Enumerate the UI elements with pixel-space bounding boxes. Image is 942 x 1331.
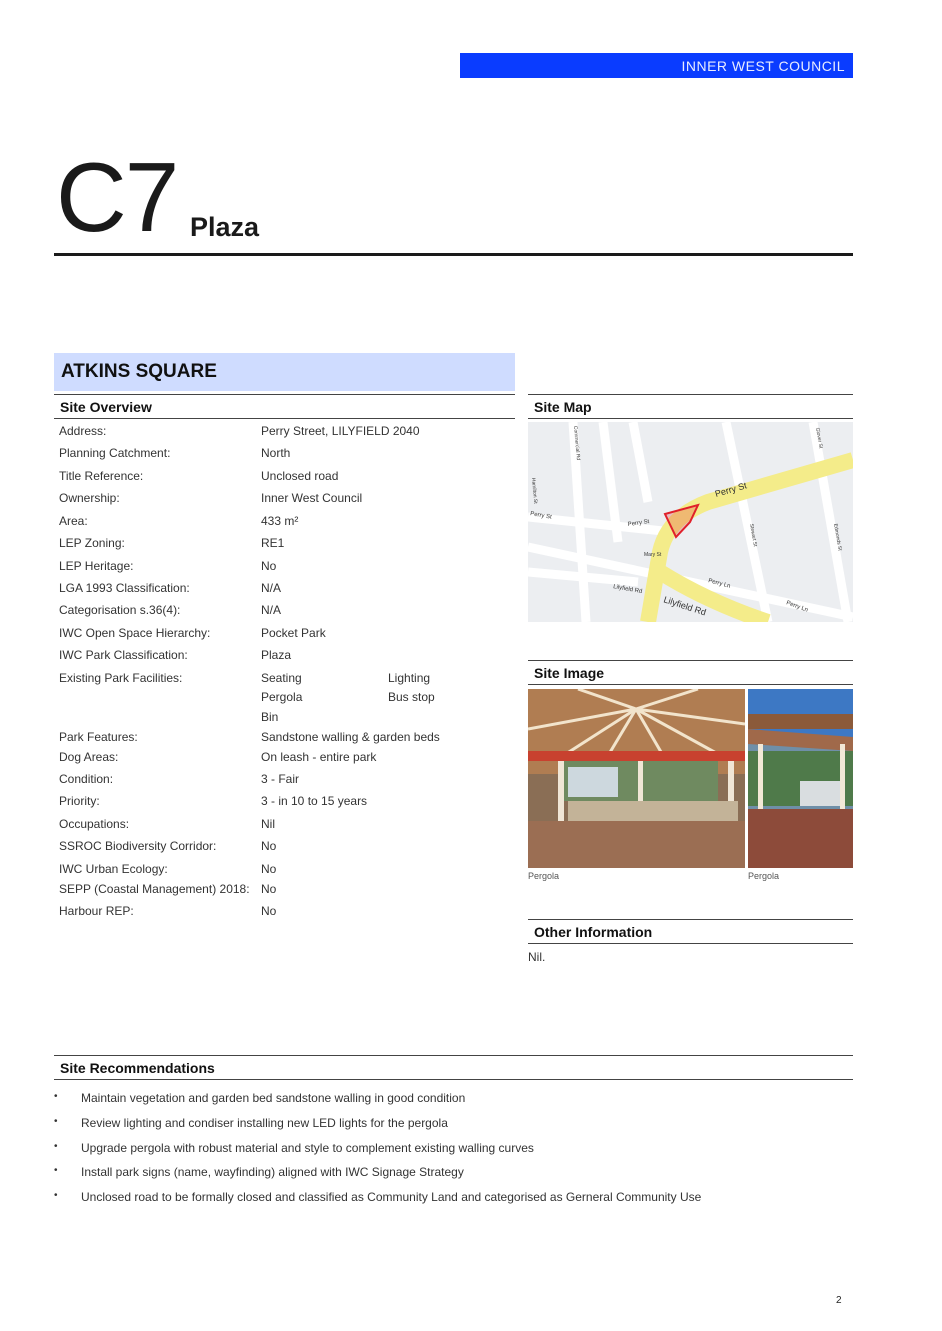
overview-value: Inner West Council	[261, 491, 363, 505]
bullet: •	[54, 1091, 58, 1102]
overview-label: SSROC Biodiversity Corridor:	[59, 839, 217, 853]
overview-label: Categorisation s.36(4):	[59, 603, 181, 617]
street-label: Perry St	[529, 511, 553, 521]
overview-label: IWC Open Space Hierarchy:	[59, 626, 211, 640]
street-label: Edmonds St	[832, 523, 843, 552]
pergola-photo-2[interactable]	[748, 689, 853, 868]
council-name: INNER WEST COUNCIL	[681, 57, 845, 74]
overview-label: Title Reference:	[59, 469, 144, 483]
overview-value: RE1	[261, 536, 285, 550]
street-label: Perry St	[713, 480, 748, 499]
bullet: •	[54, 1140, 58, 1152]
facility-item: Pergola	[261, 690, 303, 704]
overview-value: No	[261, 882, 277, 896]
other-information-heading	[528, 919, 853, 944]
category-name: Plaza	[190, 212, 260, 242]
overview-label: IWC Park Classification:	[59, 648, 188, 662]
site-recommendations-heading	[54, 1055, 853, 1080]
recommendation-text: Install park signs (name, wayfinding) aligned with IWC Signage Strategy	[81, 1165, 464, 1180]
overview-value: Nil	[261, 817, 275, 831]
facilities-label: Existing Park Facilities:	[59, 671, 183, 685]
park-name: ATKINS SQUARE	[61, 361, 217, 382]
site-recommendations-title: Site Recommendations	[60, 1060, 215, 1076]
other-information-text: Nil.	[528, 950, 546, 964]
council-banner	[460, 53, 853, 78]
page-number: 2	[836, 1295, 842, 1306]
street-label: Perry Ln	[707, 578, 731, 590]
street-label: Commercial Rd	[572, 425, 581, 461]
overview-label: Ownership:	[59, 491, 120, 505]
facility-item: Bus stop	[388, 690, 435, 704]
category-code: C7	[56, 142, 178, 252]
overview-value: No	[261, 559, 277, 573]
list-item	[54, 1188, 854, 1213]
overview-value: Perry Street, LILYFIELD 2040	[261, 424, 420, 438]
overview-value: Plaza	[261, 648, 292, 662]
recommendation-text: Upgrade pergola with robust material and style to complement existing walling curves	[81, 1140, 534, 1155]
facility-item: Bin	[261, 710, 279, 724]
park-name-band	[54, 353, 515, 391]
site-map-heading	[528, 394, 853, 419]
site-overview-title: Site Overview	[60, 399, 152, 415]
overview-label: Priority:	[59, 794, 100, 808]
facility-item: Lighting	[388, 671, 431, 685]
site-image-heading	[528, 660, 853, 685]
recommendations-list	[54, 1089, 854, 1213]
street-label: Lilyfield Rd	[662, 594, 708, 618]
pergola-photo-1-graphic	[528, 689, 745, 868]
overview-value: Sandstone walling & garden beds	[261, 730, 440, 744]
bullet: •	[54, 1190, 58, 1202]
site-map-graphic	[528, 422, 853, 622]
overview-label: Park Features:	[59, 730, 138, 744]
site-image-title: Site Image	[534, 665, 605, 681]
overview-value: No	[261, 839, 277, 853]
overview-value: 433 m²	[261, 514, 299, 528]
overview-label: IWC Urban Ecology:	[59, 862, 168, 876]
overview-label: LEP Heritage:	[59, 559, 134, 573]
street-label: Perry Ln	[785, 600, 809, 614]
recommendation-text: Maintain vegetation and garden bed sandstone walling in good condition	[81, 1091, 466, 1105]
photo-caption: Pergola	[528, 871, 560, 881]
overview-value: N/A	[261, 603, 282, 617]
overview-label: Harbour REP:	[59, 904, 134, 918]
overview-value: No	[261, 904, 277, 918]
site-map[interactable]	[528, 422, 853, 622]
list-item	[54, 1089, 854, 1114]
title-divider	[54, 253, 853, 256]
overview-label: LGA 1993 Classification:	[59, 581, 190, 595]
list-item	[54, 1114, 854, 1139]
overview-value: Unclosed road	[261, 469, 339, 483]
street-label: Glover St	[814, 427, 824, 449]
street-label: Perry St	[627, 519, 650, 528]
overview-label: Dog Areas:	[59, 750, 119, 764]
site-overview-heading	[54, 394, 515, 419]
recommendation-text: Review lighting and condiser installing new LED lights for the pergola	[81, 1115, 448, 1130]
other-information-title: Other Information	[534, 924, 653, 940]
list-item	[54, 1139, 854, 1164]
overview-value: No	[261, 862, 277, 876]
photo-caption: Pergola	[748, 871, 780, 881]
list-item	[54, 1163, 854, 1188]
overview-label: SEPP (Coastal Management) 2018:	[59, 882, 250, 896]
overview-label: Occupations:	[59, 817, 130, 831]
facility-item: Seating	[261, 671, 302, 685]
bullet: •	[54, 1165, 58, 1177]
overview-value: N/A	[261, 581, 282, 595]
overview-value: 3 - Fair	[261, 772, 300, 786]
street-label: Stewart St	[748, 523, 758, 548]
overview-value: North	[261, 446, 291, 460]
overview-label: Address:	[59, 424, 107, 438]
overview-value: 3 - in 10 to 15 years	[261, 794, 368, 808]
street-label: Hamilton St	[530, 477, 539, 504]
street-label: Lilyfield Rd	[612, 584, 643, 596]
street-label: Mary St	[644, 552, 662, 558]
overview-label: Planning Catchment:	[59, 446, 171, 460]
site-map-title: Site Map	[534, 399, 592, 415]
overview-value: Pocket Park	[261, 626, 326, 640]
pergola-photo-2-graphic	[748, 689, 853, 868]
overview-label: Area:	[59, 514, 88, 528]
pergola-photo-1[interactable]	[528, 689, 745, 868]
overview-value: On leash - entire park	[261, 750, 377, 764]
overview-label: Condition:	[59, 772, 114, 786]
bullet: •	[54, 1115, 58, 1127]
recommendation-text: Unclosed road to be formally closed and classified as Community Land and categorised as Gerneral Community Use	[81, 1190, 702, 1205]
overview-label: LEP Zoning:	[59, 536, 125, 550]
